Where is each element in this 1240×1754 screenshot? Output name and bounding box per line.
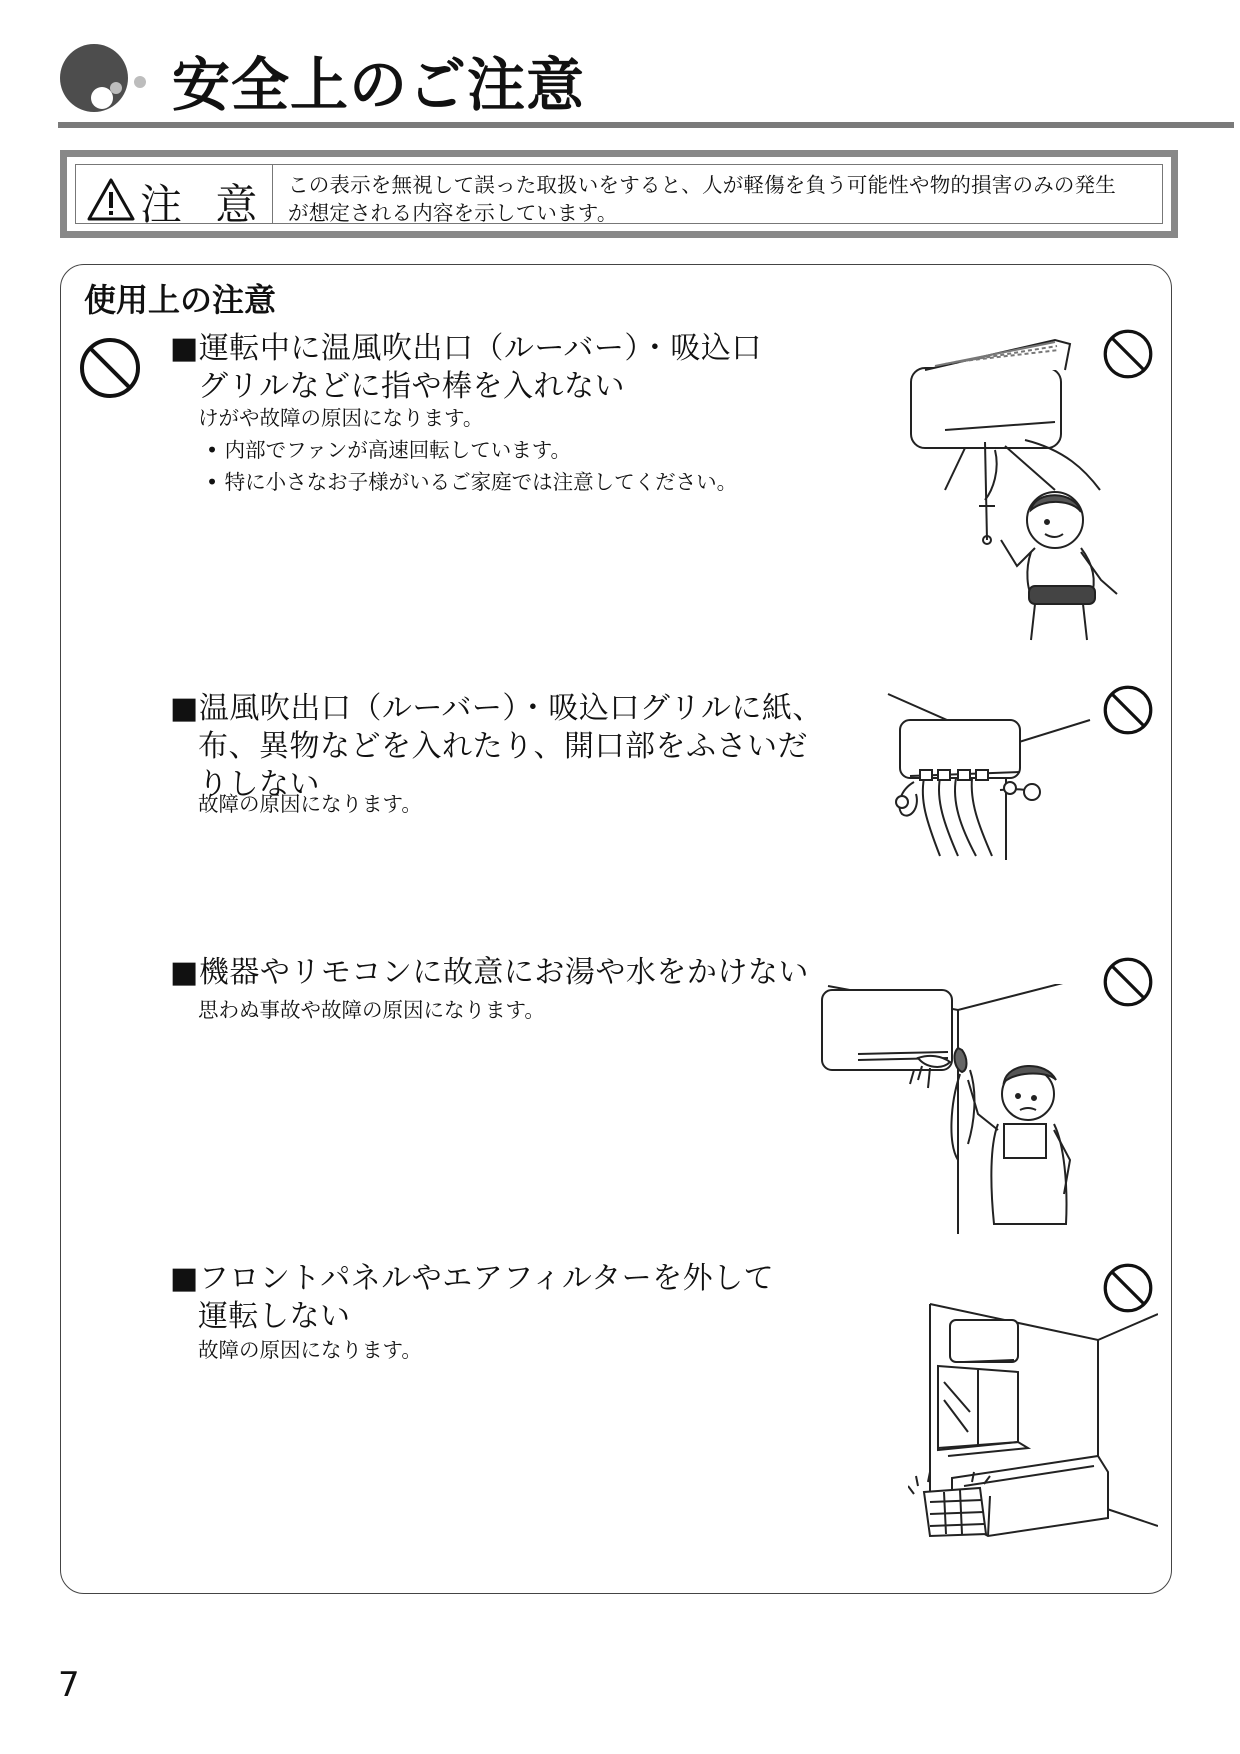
prohibition-icon — [1102, 684, 1154, 740]
bathroom-filter-illustration — [908, 1296, 1158, 1560]
caution-box — [60, 150, 1178, 238]
caution-label — [86, 177, 268, 229]
item-description: けがや故障の原因になります。 — [198, 406, 484, 430]
blocked-vent-illustration — [880, 690, 1100, 864]
section-title: 使用上の注意 — [84, 281, 277, 319]
prohibition-icon — [1102, 956, 1154, 1012]
page-number: 7 — [58, 1665, 80, 1705]
item-bullet: • 内部でファンが高速回転しています。 — [206, 438, 572, 462]
header-divider — [58, 122, 1234, 128]
item-heading: ■機器やリモコンに故意にお湯や水をかけない — [170, 955, 809, 990]
header-logo-icon — [58, 40, 158, 120]
item-bullet: • 特に小さなお子様がいるご家庭では注意してください。 — [206, 470, 738, 494]
item-heading: ■運転中に温風吹出口（ルーバー）・吸込口 グリルなどに指や棒を入れない — [170, 331, 762, 404]
child-stick-illustration — [905, 330, 1135, 654]
page-title: 安全上のご注意 — [172, 51, 586, 119]
item-heading: ■フロントパネルやエアフィルターを外して 運転しない — [170, 1261, 775, 1334]
water-spray-illustration — [818, 984, 1108, 1238]
warning-triangle-icon — [86, 177, 136, 227]
caution-description: この表示を無視して誤った取扱いをすると、人が軽傷を負う可能性や物的損害のみの発生 が想定される内容を示しています。 — [288, 173, 1116, 225]
item-description: 故障の原因になります。 — [198, 1338, 422, 1362]
caution-divider — [272, 165, 273, 223]
prohibition-icon — [78, 336, 142, 404]
item-description: 思わぬ事故や故障の原因になります。 — [198, 998, 545, 1022]
item-description: 故障の原因になります。 — [198, 792, 422, 816]
item-heading: ■温風吹出口（ルーバー）・吸込口グリルに紙、 布、異物などを入れたり、開口部をふさいだ りしない — [170, 691, 823, 802]
caution-word: 注 意 — [140, 180, 268, 229]
